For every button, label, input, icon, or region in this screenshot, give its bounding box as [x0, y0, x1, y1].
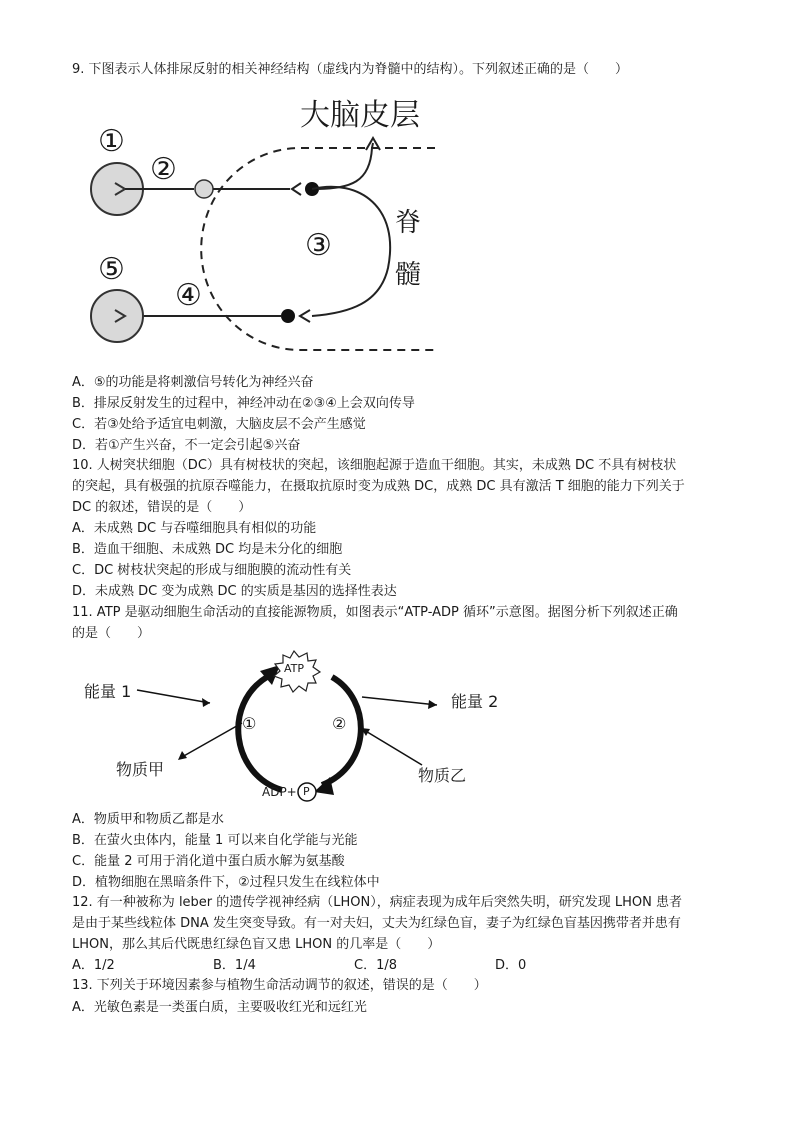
q10-option-c: C．DC 树枝状突起的形成与细胞膜的流动性有关 [72, 563, 352, 578]
q13-option-a: A．光敏色素是一类蛋白质，主要吸收红光和远红光 [72, 1000, 367, 1015]
q9-figure [80, 88, 460, 358]
marker-5: ⑤ [98, 252, 125, 287]
path1-label: ① [242, 714, 257, 733]
q12-option-c: C．1/8 [354, 958, 397, 973]
marker-1: ① [98, 124, 125, 159]
substance-b-label: 物质乙 [418, 766, 467, 785]
q11-option-a: A．物质甲和物质乙都是水 [72, 812, 224, 827]
q12-stem-line-1: 12. 有一种被称为 leber 的遗传学视神经病（LHON），病症表现为成年后突然失明，研究发现 LHON 患者 [72, 895, 682, 910]
q9-option-b: B．排尿反射发生的过程中，神经冲动在②③④上会双向传导 [72, 396, 415, 411]
marker-3: ③ [305, 228, 332, 263]
spine-label-1: 脊 [395, 208, 422, 238]
energy2-label: 能量 2 [451, 692, 499, 711]
q9-option-d: D．若①产生兴奋，不一定会引起⑤兴奋 [72, 438, 301, 453]
pi-label: P [303, 785, 310, 798]
q10-option-d: D．未成熟 DC 变为成熟 DC 的实质是基因的选择性表达 [72, 584, 397, 599]
q10-option-b: B．造血干细胞、未成熟 DC 均是未分化的细胞 [72, 542, 343, 557]
cortex-label: 大脑皮层 [300, 98, 420, 133]
marker-4: ④ [175, 278, 202, 313]
q12-stem-line-2: 是由于某些线粒体 DNA 发生突变导致。有一对夫妇，丈夫为红绿色盲，妻子为红绿色盲基因携带者并患有 [72, 916, 681, 931]
q9-option-a: A．⑤的功能是将刺激信号转化为神经兴奋 [72, 375, 314, 390]
q10-stem-line-2: 的突起，具有极强的抗原吞噬能力，在摄取抗原时变为成熟 DC，成熟 DC 具有激活 T 细胞的能力下列关于 [72, 479, 685, 494]
ganglion [195, 180, 213, 198]
q11-option-b: B．在萤火虫体内，能量 1 可以来自化学能与光能 [72, 833, 358, 848]
q10-option-a: A．未成熟 DC 与吞噬细胞具有相似的功能 [72, 521, 317, 536]
q10-stem-line-3: DC 的叙述，错误的是（ ） [72, 500, 252, 515]
q11-option-c: C．能量 2 可用于消化道中蛋白质水解为氨基酸 [72, 854, 345, 869]
q9-option-c: C．若③处给予适宜电刺激，大脑皮层不会产生感觉 [72, 417, 366, 432]
adp-label: ADP+ [262, 785, 297, 799]
q11-option-d: D．植物细胞在黑暗条件下，②过程只发生在线粒体中 [72, 875, 380, 890]
q11-stem-line-1: 11. ATP 是驱动细胞生命活动的直接能源物质，如图表示“ATP-ADP 循环”示意图。据图分析下列叙述正确 [72, 605, 678, 620]
q11-figure [72, 645, 512, 810]
effector-5-circle [91, 290, 143, 342]
path2-label: ② [332, 714, 347, 733]
energy1-label: 能量 1 [84, 682, 132, 701]
q11-stem-line-2: 的是（ ） [72, 626, 151, 641]
substance-a-label: 物质甲 [116, 760, 165, 779]
q12-option-b: B．1/4 [213, 958, 256, 973]
spine-label-2: 髓 [395, 260, 422, 290]
marker-2: ② [150, 152, 177, 187]
q12-stem-line-3: LHON，那么其后代既患红绿色盲又患 LHON 的几率是（ ） [72, 937, 441, 952]
q13-stem: 13. 下列关于环境因素参与植物生命活动调节的叙述，错误的是（ ） [72, 978, 487, 993]
q10-stem-line-1: 10. 人树突状细胞（DC）具有树枝状的突起，该细胞起源于造血干细胞。其实，未成熟 DC 不具有树枝状 [72, 458, 677, 473]
atp-label: ATP [284, 662, 305, 675]
q12-option-d: D．0 [495, 958, 527, 973]
q12-option-a: A．1/2 [72, 958, 115, 973]
q9-stem: 9. 下图表示人体排尿反射的相关神经结构（虚线内为脊髓中的结构）。下列叙述正确的是（ ） [72, 62, 629, 77]
